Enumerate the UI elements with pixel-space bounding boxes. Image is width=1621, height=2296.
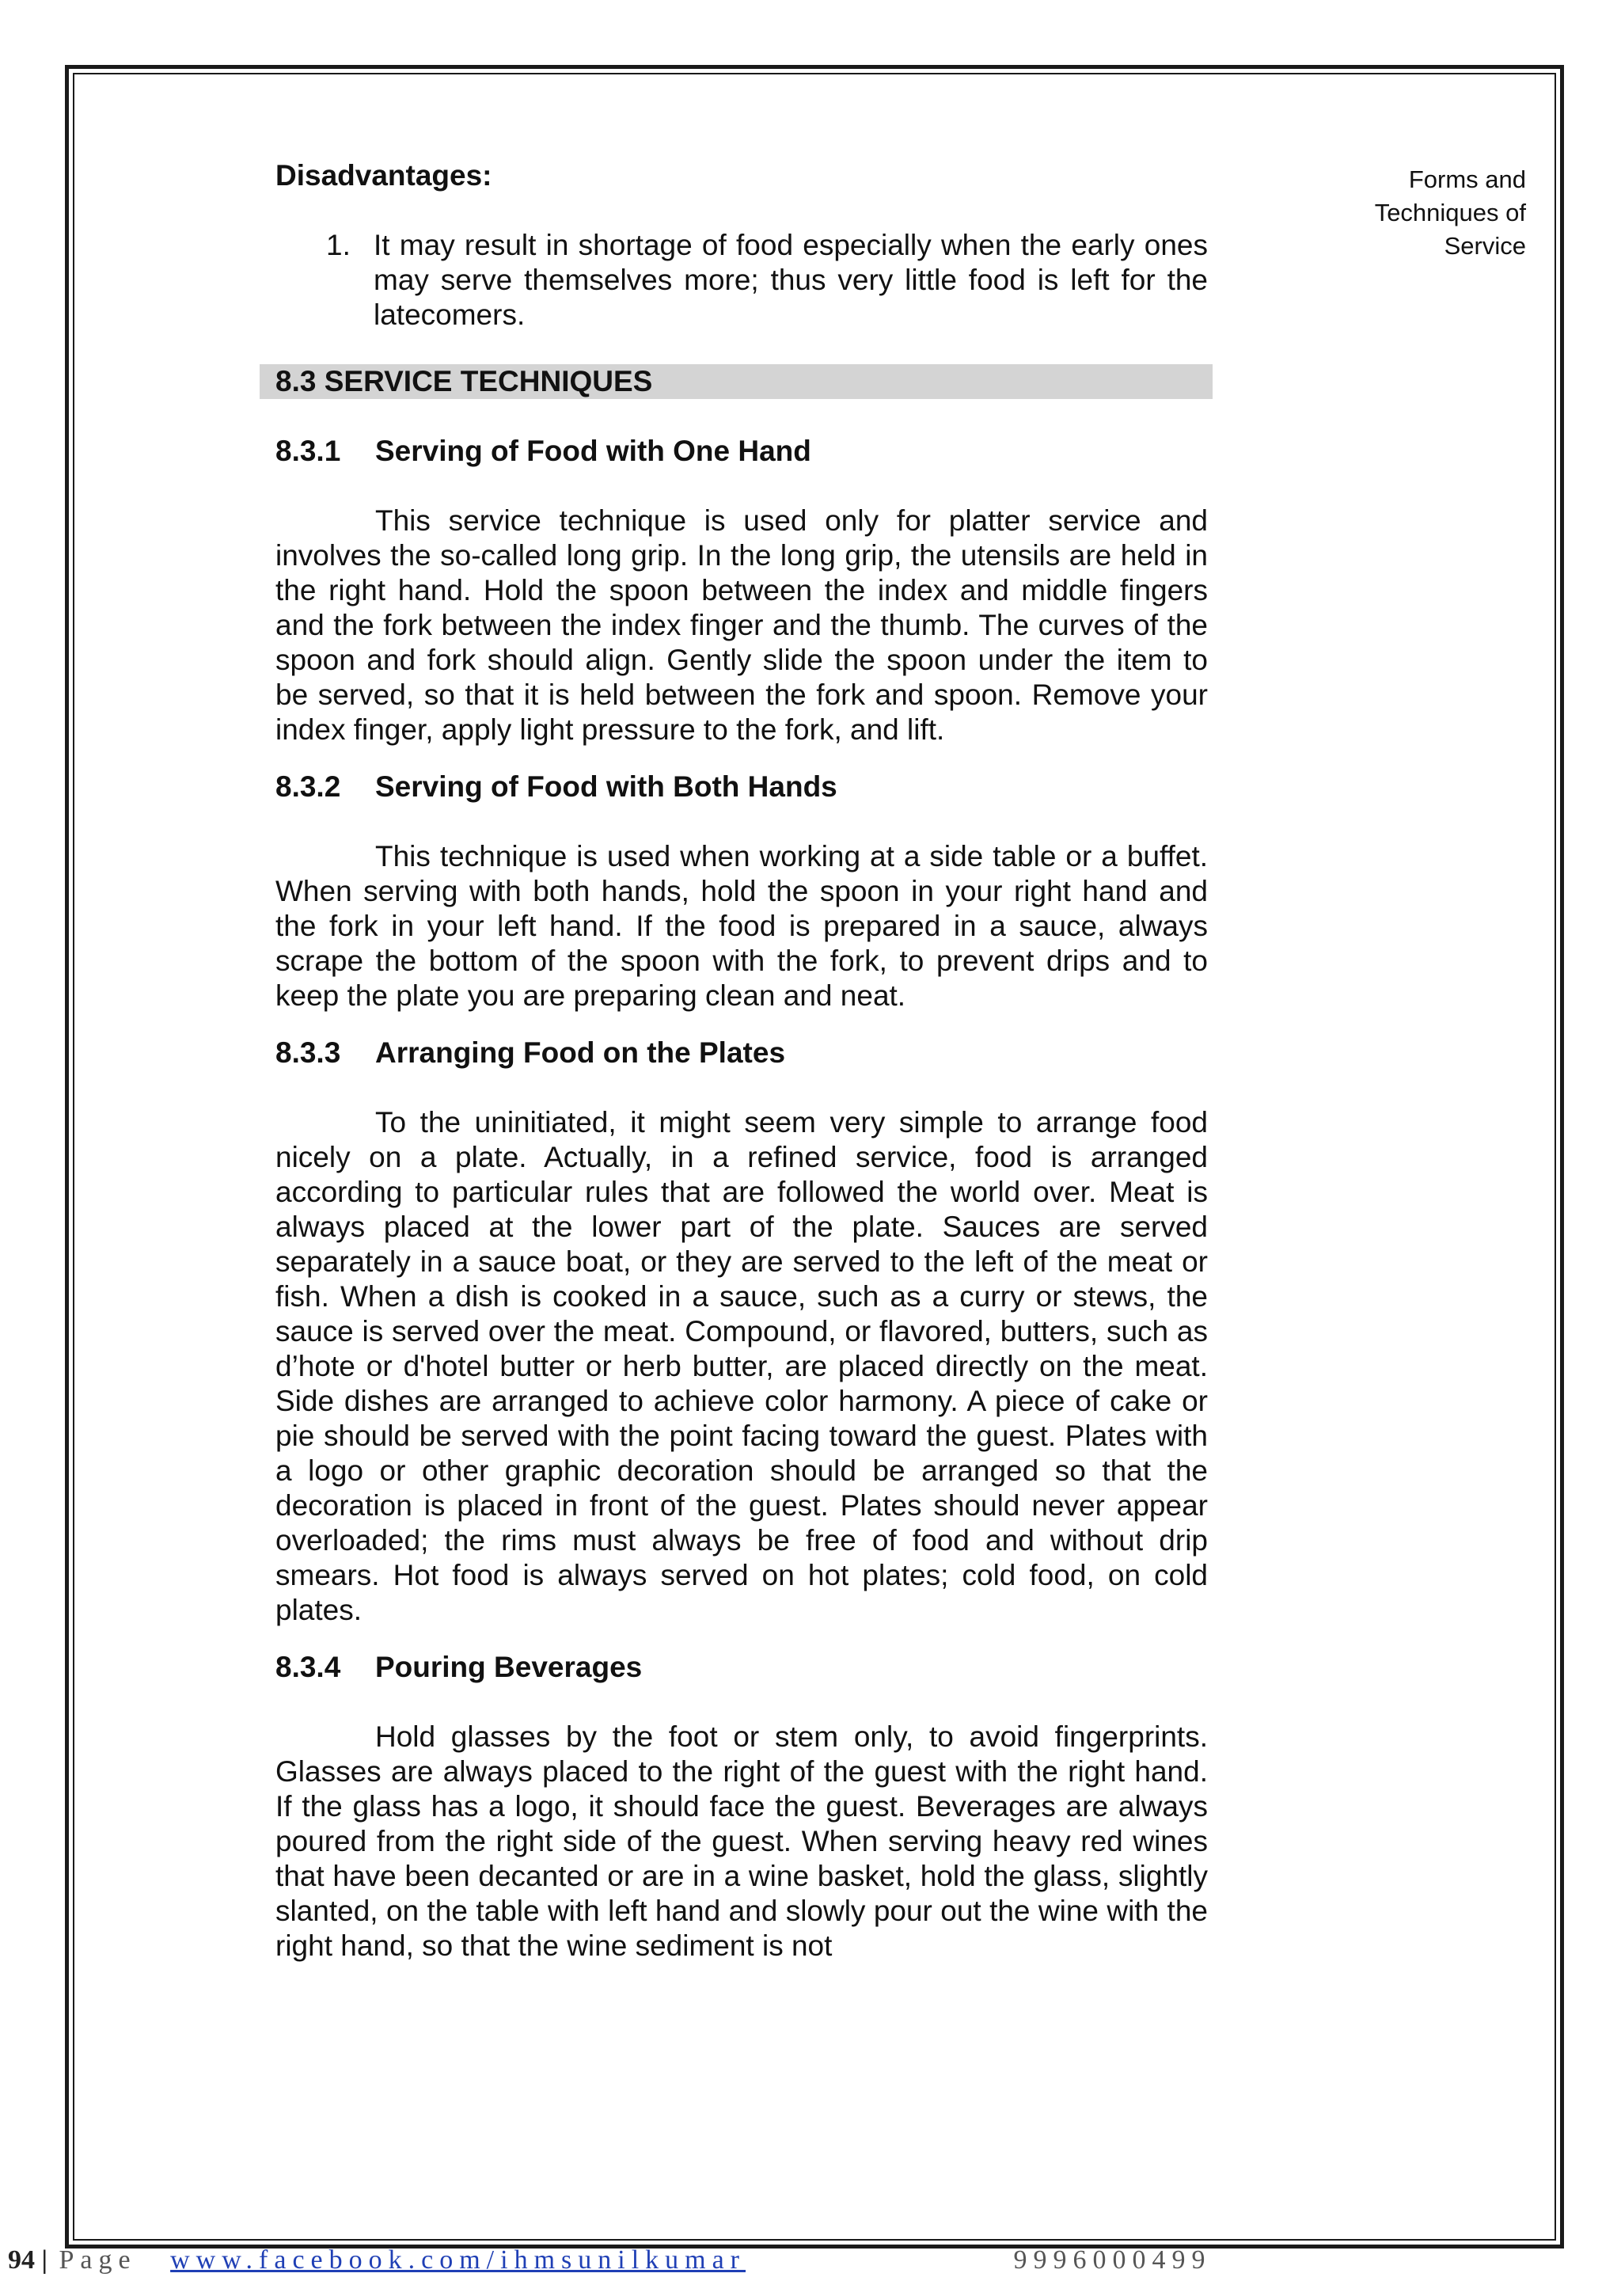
page-label: Page [59,2245,137,2275]
footer-separator: | [41,2245,47,2275]
list-item-text: It may result in shortage of food especially when the early ones may serve themselves more; thus very little food is left for the latecomers. [374,229,1208,331]
main-content [275,158,1208,1963]
subsection-number: 8.3.3 [275,1036,341,1069]
page-footer [8,2245,1212,2275]
margin-note [1320,163,1526,263]
subsection-heading [275,770,1208,804]
disadvantages-heading: Disadvantages: [275,159,492,192]
subsection-number: 8.3.4 [275,1651,341,1683]
subsection-title: Serving of Food with Both Hands [375,770,837,803]
subsection-body: This technique is used when working at a side table or a buffet. When serving with both hands, hold the spoon in your right hand and the fork in your left hand. If the food is prepared in a sauce, always scrape the bottom of the spoon with the fork, to prevent drips and to keep the plate you are preparing clean and neat. [275,840,1208,1012]
subsection-title: Pouring Beverages [375,1651,643,1683]
subsection-body: Hold glasses by the foot or stem only, to avoid fingerprints. Glasses are always placed to the right of the guest with the right hand. If the glass has a logo, it should face the guest. Beverages are always poured from the right side of the guest. When serving heavy red wines that have been decanted or are in a wine basket, hold the glass, slightly slanted, on the table with left hand and slowly pour out the wine with the right hand, so that the wine sediment is not [275,1720,1208,1962]
phone-number: 9996000499 [1013,2245,1212,2275]
subsection-heading [275,434,1208,469]
subsection-number: 8.3.1 [275,435,341,467]
list-item-number: 1. [326,229,351,261]
margin-note-line: Techniques of [1374,199,1526,226]
facebook-link[interactable]: www.facebook.com/ihmsunilkumar [170,2245,746,2275]
subsection-body: This service technique is used only for platter service and involves the so-called long grip. In the long grip, the utensils are held in the right hand. Hold the spoon between the index and middle fingers and the fork between the index finger and the thumb. The curves of the spoon and fork should align. Gently slide the spoon under the item to be served, so that it is held between the fork and spoon. Remove your index finger, apply light pressure to the fork, and lift. [275,504,1208,746]
subsection-number: 8.3.2 [275,770,341,803]
subsection-body: To the uninitiated, it might seem very simple to arrange food nicely on a plate. Actually, in a refined service, food is arranged according to particular rules that are followed the world over. Meat is always placed at the lower part of the plate. Sauces are served separately in a sauce boat, or they are served to the left of the meat or fish. When a dish is cooked in a sauce, such as a curry or stews, the sauce is served over the meat. Compound, or flavored, butters, such as d’hote or d'hotel butter or herb butter, are placed directly on the meat. Side dishes are arranged to achieve color harmony. A piece of cake or pie should be served with the point facing toward the guest. Plates with a logo or other graphic decoration should be arranged so that the decoration is placed in front of the guest. Plates should never appear overloaded; the rims must always be free of food and without drip smears. Hot food is always served on hot plates; cold food, on cold plates. [275,1106,1208,1626]
subsection-title: Serving of Food with One Hand [375,435,811,467]
margin-note-line: Service [1444,232,1526,260]
section-heading: 8.3 SERVICE TECHNIQUES [260,364,1213,399]
subsection-heading [275,1650,1208,1685]
subsection-heading [275,1036,1208,1070]
list-item [275,228,1208,333]
margin-note-line: Forms and [1408,165,1526,193]
subsection-title: Arranging Food on the Plates [375,1036,786,1069]
page-number: 94 [8,2245,35,2275]
